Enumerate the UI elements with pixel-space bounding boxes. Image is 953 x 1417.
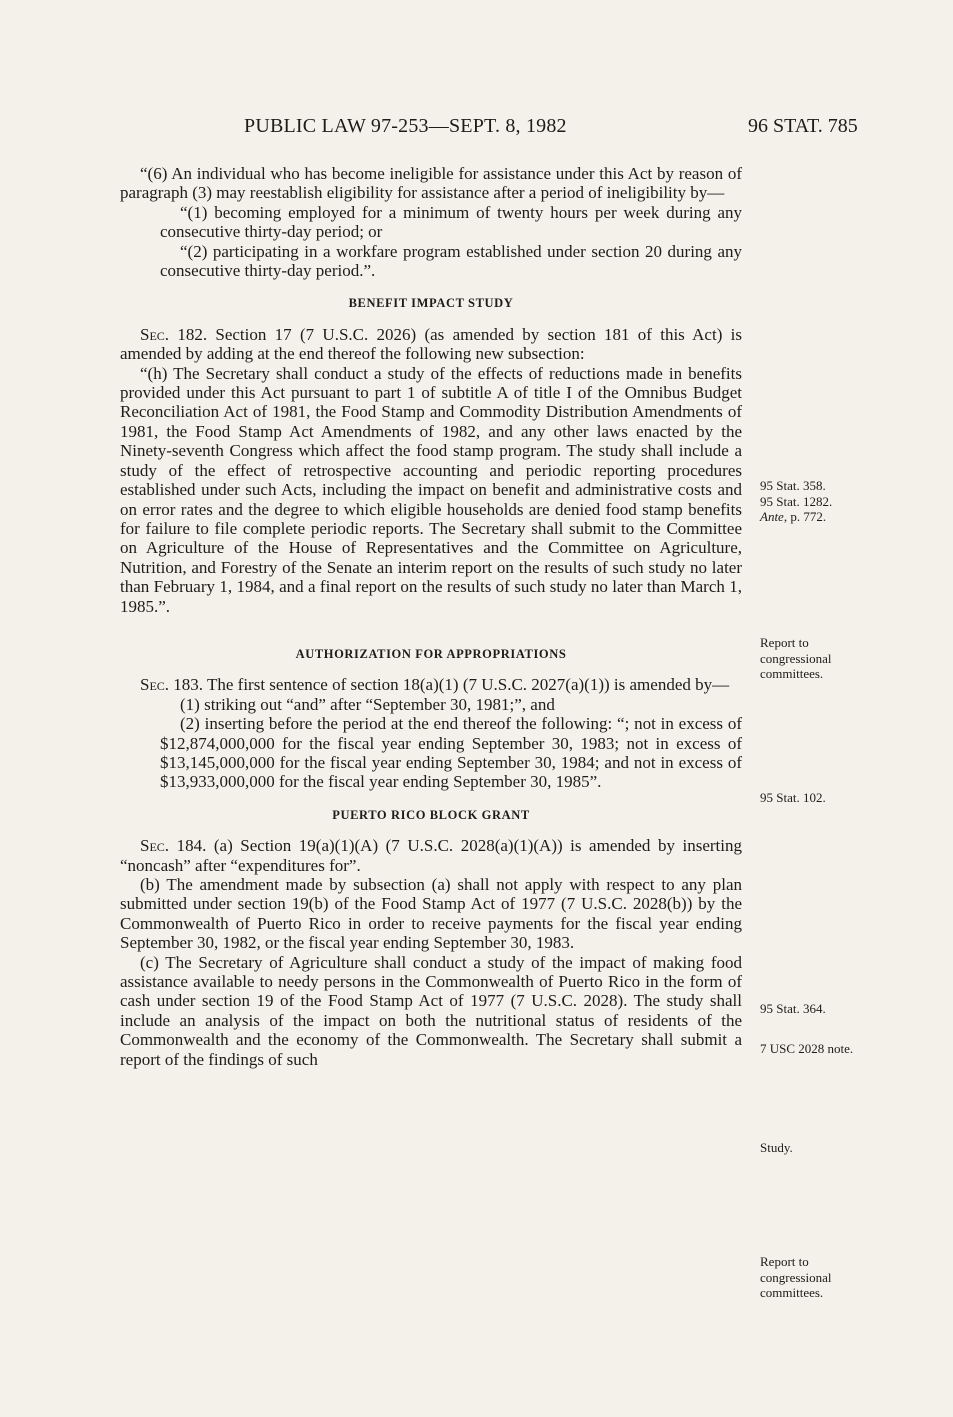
paragraph-6-1: “(1) becoming employed for a minimum of twenty hours per week during any consecutive thirty-day period; or	[160, 202, 742, 242]
page-header-stat: 96 STAT. 785	[748, 115, 858, 137]
margin-note-line: 95 Stat. 1282.	[760, 493, 833, 509]
section-182-intro	[120, 325, 742, 364]
margin-note-stat-refs	[760, 478, 890, 525]
margin-note-text: , p. 772.	[783, 509, 827, 524]
section-184-a	[120, 836, 742, 875]
margin-note-report-1: Report to congressional committees.	[760, 635, 832, 681]
section-182-subsection-h: “(h) The Secretary shall conduct a study of the effects of reductions made in benefits provided under this Act pursuant to part 1 of subtitle A of title I of the Omnibus Budget Reconciliation Act of 1981, the Food Stamp and Commodity Distribution Amendments of 1981, the Food Stamp Act Amendments of 1982, and any other laws enacted by the Ninety-seventh Congress which affect the food stamp program. The study shall include a study of the effect of retrospective accounting and periodic reporting procedures established under such Acts, including the impact on benefit and administrative costs and on error rates and the degree to which eligible households are denied food stamp benefits for failure to file complete periodic reports. The Secretary shall submit to the Committee on Agriculture of the House of Representatives and the Committee on Agriculture, Nutrition, and Forestry of the Senate an interim report on the results of such study no later than February 1, 1984, and a final report on the results of such study no later than March 1, 1985.”.	[120, 363, 742, 616]
margin-note-line	[760, 509, 890, 525]
paragraph-6: “(6) An individual who has become ineligible for assistance under this Act by reason of paragraph (3) may reestablish eligibility for assistance after a period of ineligibility by—	[120, 164, 742, 203]
section-183-intro	[120, 675, 742, 694]
section-182-text: 182. Section 17 (7 U.S.C. 2026) (as amended by section 181 of this Act) is amended by adding at the end thereof the following new subsection:	[120, 324, 742, 364]
margin-note-line: 95 Stat. 358.	[760, 478, 826, 493]
section-183-text: 183. The first sentence of section 18(a)(1) (7 U.S.C. 2027(a)(1)) is amended by—	[169, 675, 730, 695]
section-183-item-1: (1) striking out “and” after “September 30, 1981;”, and	[180, 694, 555, 714]
section-heading-benefit-impact-study: BENEFIT IMPACT STUDY	[348, 296, 514, 311]
paragraph-6-2: “(2) participating in a workfare program established under section 20 during any consecutive thirty-day period.”.	[160, 241, 742, 281]
section-183-item-2: (2) inserting before the period at the end thereof the following: “; not in excess of $12,874,000,000 for the fiscal year ending September 30, 1983; not in excess of $13,145,000,000 for the fiscal year ending September 30, 1984; and not in excess of $13,933,000,000 for the fiscal year ending September 30, 1985”.	[160, 714, 742, 792]
section-label: Sec.	[140, 675, 170, 695]
margin-note-stat-102: 95 Stat. 102.	[760, 790, 826, 805]
section-label: Sec.	[140, 324, 170, 344]
body-text	[120, 164, 742, 1069]
margin-note-usc-note: 7 USC 2028 note.	[760, 1041, 854, 1056]
section-184-b: (b) The amendment made by subsection (a) shall not apply with respect to any plan submitted under section 19(b) of the Food Stamp Act of 1977 (7 U.S.C. 2028(b)) by the Commonwealth of Puerto Rico in order to receive payments for the fiscal year ending September 30, 1982, or the fiscal year ending September 30, 1983.	[120, 875, 742, 953]
margin-note-report-2: Report to congressional committees.	[760, 1254, 832, 1300]
margin-note-italic: Ante	[760, 509, 784, 524]
section-184-a-text: 184. (a) Section 19(a)(1)(A) (7 U.S.C. 2028(a)(1)(A)) is amended by inserting “noncash” after “expenditures for”.	[120, 836, 742, 875]
section-heading-puerto-rico: PUERTO RICO BLOCK GRANT	[332, 807, 530, 822]
page-header-title: PUBLIC LAW 97-253—SEPT. 8, 1982	[244, 115, 567, 137]
section-label: Sec.	[140, 836, 170, 856]
section-184-c: (c) The Secretary of Agriculture shall conduct a study of the impact of making food assistance available to needy persons in the Commonwealth of Puerto Rico in the form of cash under section 19 of the Food Stamp Act of 1977 (7 U.S.C. 2028). The study shall include an analysis of the impact on both the nutritional status of residents of the Commonwealth and the economy of the Commonwealth. The Secretary shall submit a report of the findings of such	[120, 952, 742, 1069]
margin-note-study: Study.	[760, 1140, 793, 1155]
section-heading-authorization: AUTHORIZATION FOR APPROPRIATIONS	[295, 646, 567, 661]
margin-note-stat-364: 95 Stat. 364.	[760, 1001, 826, 1016]
